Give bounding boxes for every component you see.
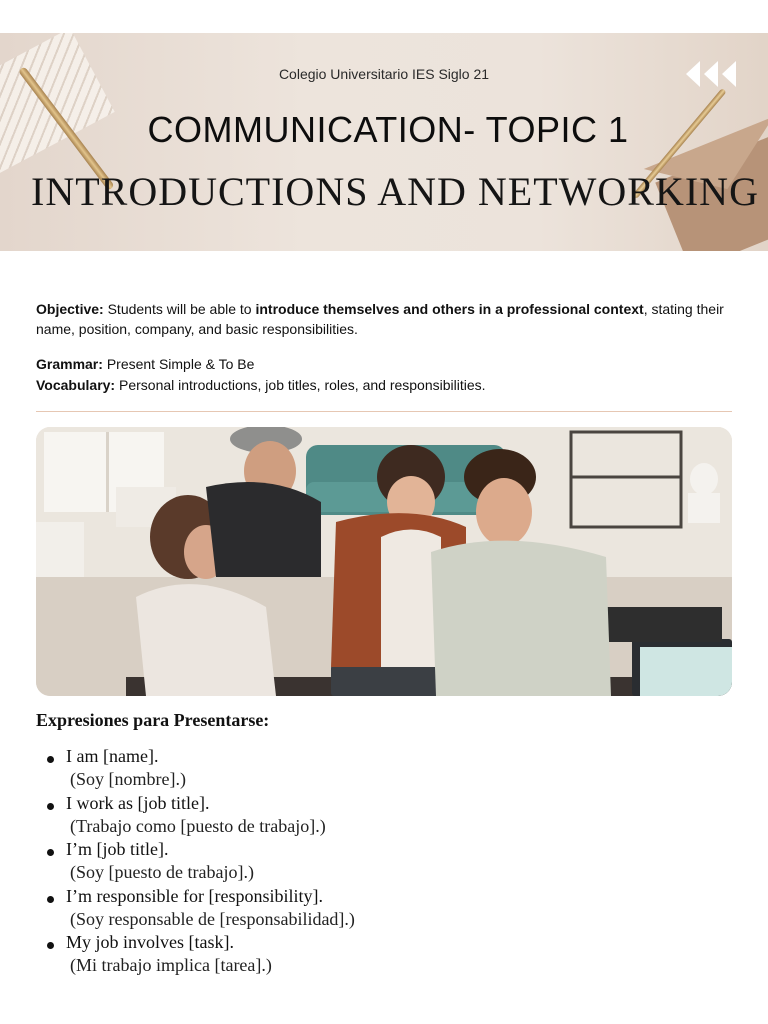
objective-paragraph bbox=[36, 299, 736, 339]
triple-left-arrow-icon[interactable] bbox=[686, 61, 736, 87]
objective-text-bold: introduce themselves and others in a professional context bbox=[255, 301, 644, 317]
expression-spanish: (Mi trabajo implica [tarea].) bbox=[70, 955, 272, 975]
left-arrow-icon bbox=[686, 61, 700, 87]
expression-english: I’m [job title]. bbox=[66, 839, 169, 859]
expression-english: I’m responsible for [responsibility]. bbox=[66, 885, 323, 906]
bullet-icon bbox=[47, 849, 54, 856]
list-item bbox=[36, 745, 736, 792]
expression-english: I am [name]. bbox=[66, 746, 159, 766]
expression-spanish: (Soy [nombre].) bbox=[70, 769, 186, 789]
list-item bbox=[36, 931, 736, 978]
list-item bbox=[36, 838, 736, 885]
expressions-list bbox=[36, 745, 736, 978]
objective-label: Objective: bbox=[36, 301, 104, 317]
objective-text-post: , stating their name, position, company, and basic responsibilities. bbox=[36, 301, 724, 337]
grammar-label: Grammar: bbox=[36, 356, 103, 372]
expression-spanish: (Trabajo como [puesto de trabajo].) bbox=[70, 815, 326, 836]
team-photo bbox=[36, 427, 732, 696]
expression-english: I work as [job title]. bbox=[66, 792, 210, 813]
left-arrow-icon bbox=[722, 61, 736, 87]
expression-spanish: (Soy responsable de [responsabilidad].) bbox=[70, 908, 355, 929]
left-arrow-icon bbox=[704, 61, 718, 87]
bullet-icon bbox=[47, 896, 54, 903]
list-item bbox=[36, 885, 736, 932]
expression-spanish: (Soy [puesto de trabajo].) bbox=[70, 862, 254, 882]
bullet-icon bbox=[47, 942, 54, 949]
bullet-icon bbox=[47, 756, 54, 763]
vocabulary-line bbox=[36, 375, 736, 396]
striped-paper-decoration bbox=[0, 33, 115, 173]
bullet-icon bbox=[47, 803, 54, 810]
page-subtitle: INTRODUCTIONS AND NETWORKING bbox=[31, 169, 759, 214]
objective-text-pre: Students will be able to bbox=[107, 301, 252, 317]
vocabulary-label: Vocabulary: bbox=[36, 377, 116, 393]
section-divider bbox=[36, 411, 732, 412]
list-item bbox=[36, 792, 736, 839]
page-title: COMMUNICATION- TOPIC 1 bbox=[147, 109, 629, 150]
institution-name: Colegio Universitario IES Siglo 21 bbox=[278, 66, 490, 82]
expressions-heading: Expresiones para Presentarse: bbox=[36, 710, 270, 730]
grammar-vocabulary-block bbox=[36, 354, 736, 396]
grammar-text: Present Simple & To Be bbox=[106, 356, 255, 372]
grammar-line bbox=[36, 354, 736, 375]
expression-english: My job involves [task]. bbox=[66, 932, 234, 952]
vocabulary-text: Personal introductions, job titles, roles, and responsibilities. bbox=[119, 377, 486, 393]
